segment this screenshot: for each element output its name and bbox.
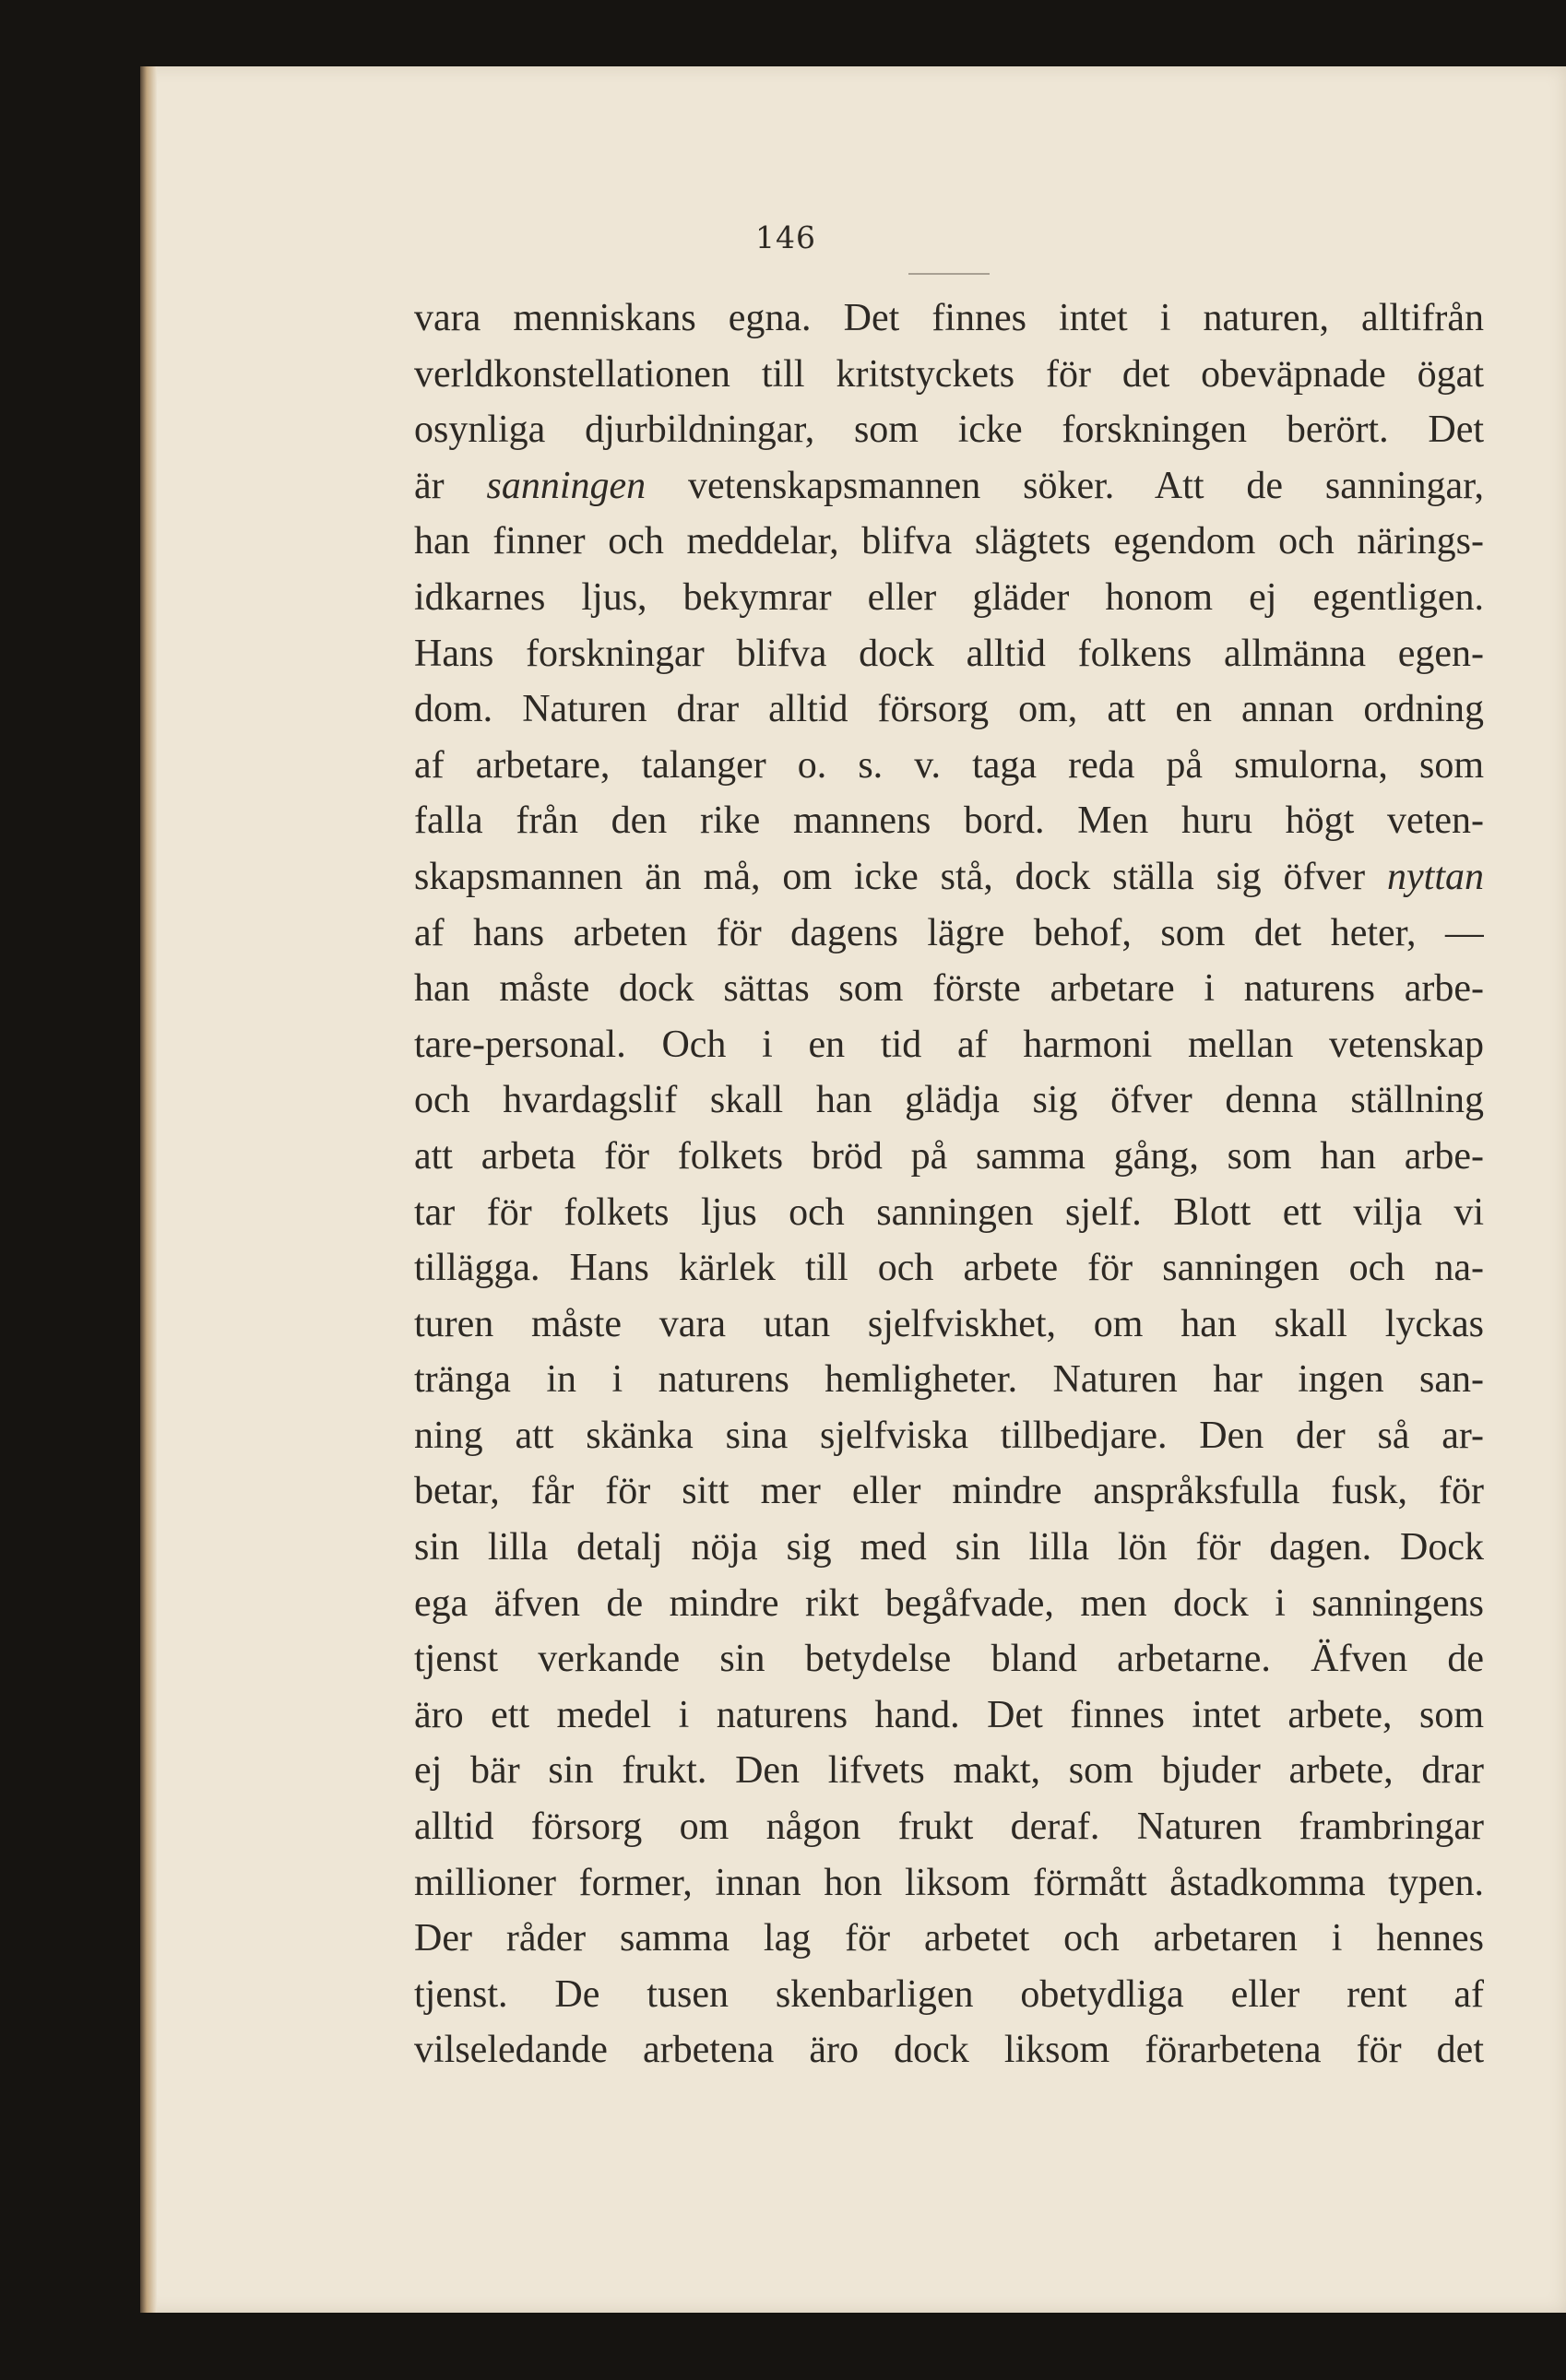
- page-binding-edge: [140, 66, 157, 2313]
- text-line: turen måste vara utan sjelfviskhet, om han skall lyckas: [414, 1302, 1484, 1345]
- text-line: ej bär sin frukt. Den lifvets makt, som bjuder arbete, drar: [414, 1749, 1484, 1793]
- text-line: tillägga. Hans kärlek till och arbete för sanningen och na-: [414, 1247, 1484, 1290]
- text-line: idkarnes ljus, bekymrar eller gläder honom ej egentligen.: [414, 575, 1484, 619]
- text-segment: vetenskapsmannen söker. Att de sanningar,: [646, 464, 1484, 507]
- text-segment: är: [414, 464, 487, 507]
- text-segment: skapsmannen än må, om icke stå, dock ställa sig öfver: [414, 855, 1388, 898]
- text-line: af hans arbeten för dagens lägre behof, som det heter, —: [414, 911, 1484, 954]
- italic-emphasis: sanningen: [486, 464, 647, 507]
- text-line: verldkonstellationen till kritstyckets för det obeväpnade ögat: [414, 352, 1484, 396]
- text-line: falla från den rike mannens bord. Men huru högt veten-: [414, 799, 1484, 843]
- text-line: tjenst verkande sin betydelse bland arbetarne. Äfven de: [414, 1638, 1484, 1681]
- text-line: millioner former, innan hon liksom förmått åstadkomma typen.: [414, 1861, 1484, 1904]
- text-line: han måste dock sättas som förste arbetare i naturens arbe-: [414, 967, 1484, 1011]
- text-line: och hvardagslif skall han glädja sig öfver denna ställning: [414, 1079, 1484, 1122]
- text-line: ega äfven de mindre rikt begåfvade, men dock i sanningens: [414, 1581, 1484, 1625]
- italic-emphasis: nyttan: [1387, 855, 1484, 898]
- text-line: sin lilla detalj nöja sig med sin lilla lön för dagen. Dock: [414, 1526, 1484, 1569]
- body-text: [414, 290, 1484, 2078]
- page-number-rule: [908, 273, 990, 275]
- text-line: vilseledande arbetena äro dock liksom förarbetena för det: [414, 2029, 1484, 2072]
- text-line: Der råder samma lag för arbetet och arbetaren i hennes: [414, 1917, 1484, 1960]
- text-line: osynliga djurbildningar, som icke forskningen berört. Det: [414, 409, 1484, 452]
- text-line: vara menniskans egna. Det finnes intet i naturen, alltifrån: [414, 297, 1484, 339]
- text-line: ning att skänka sina sjelfviska tillbedjare. Den der så ar-: [414, 1414, 1484, 1457]
- text-line: han finner och meddelar, blifva slägtets egendom och närings-: [414, 520, 1484, 563]
- text-line: tränga in i naturens hemligheter. Naturen har ingen san-: [414, 1358, 1484, 1402]
- text-line: alltid försorg om någon frukt deraf. Naturen frambringar: [414, 1806, 1484, 1849]
- text-line: tare-personal. Och i en tid af harmoni mellan vetenskap: [414, 1023, 1484, 1066]
- text-line: äro ett medel i naturens hand. Det finnes intet arbete, som: [414, 1693, 1484, 1736]
- text-line: dom. Naturen drar alltid försorg om, att en annan ordning: [414, 688, 1484, 731]
- text-line: [414, 849, 1484, 906]
- text-line: tar för folkets ljus och sanningen sjelf. Blott ett vilja vi: [414, 1190, 1484, 1234]
- text-line: tjenst. De tusen skenbarligen obetydliga eller rent af: [414, 1972, 1484, 2016]
- text-line: [414, 458, 1484, 515]
- text-line: af arbetare, talanger o. s. v. taga reda på smulorna, som: [414, 743, 1484, 787]
- text-line: Hans forskningar blifva dock alltid folkens allmänna egen-: [414, 632, 1484, 675]
- text-line: att arbeta för folkets bröd på samma gång, som han arbe-: [414, 1134, 1484, 1178]
- text-line: betar, får för sitt mer eller mindre anspråksfulla fusk, för: [414, 1470, 1484, 1513]
- page-number: 146: [755, 219, 816, 255]
